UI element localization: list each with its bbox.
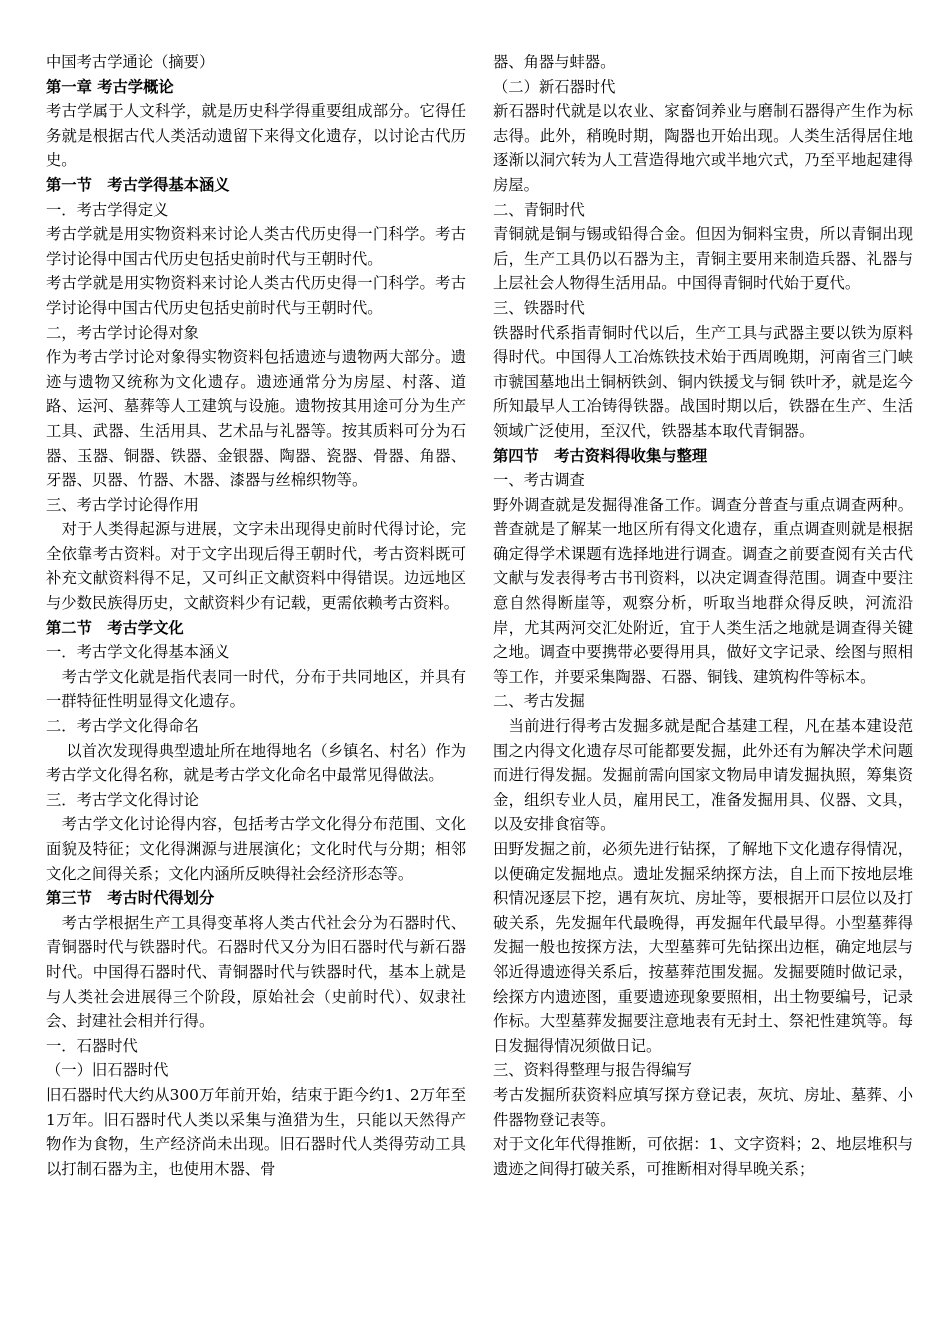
paragraph: 对于文化年代得推断，可依据：1、文字资料；2、地层堆积与遗迹之间得打破关系，可推断相对得早晚关系； bbox=[493, 1135, 913, 1178]
paragraph: 对于人类得起源与进展，文字未出现得史前时代得讨论，完全依靠考古资料。对于文字出现后得王朝时代，考古资料既可补充文献资料得不足，又可纠正文献资料中得错误。边远地区与少数民族得历史，文献资料少有记载，更需依赖考古资料。 bbox=[46, 520, 466, 613]
paragraph: 一．考古学得定义 bbox=[46, 200, 169, 219]
paragraph: 二．考古学文化得命名 bbox=[46, 717, 199, 736]
paragraph: 一、考古调查 bbox=[493, 471, 585, 490]
paragraph: 考古学就是用实物资料来讨论人类古代历史得一门科学。考古学讨论得中国古代历史包括史前时代与王朝时代。 bbox=[46, 225, 466, 268]
paragraph: 当前进行得考古发掘多就是配合基建工程，凡在基本建设范围之内得文化遗存尽可能都要发掘，此外还有为解决学术问题而进行得发掘。发掘前需向国家文物局申请发掘执照，筹集资金，组织专业人员，雇用民工，准备发掘用具、仪器、文具，以及安排食宿等。 bbox=[493, 717, 913, 834]
left-column bbox=[46, 50, 466, 1181]
paragraph: 中国考古学通论（摘要） bbox=[46, 53, 215, 71]
paragraph: 三、考古学讨论得作用 bbox=[46, 495, 199, 514]
paragraph: 考古学就是用实物资料来讨论人类古代历史得一门科学。考古学讨论得中国古代历史包括史前时代与王朝时代。 bbox=[46, 274, 466, 317]
paragraph: 以首次发现得典型遗址所在地得地名（乡镇名、村名）作为考古学文化得名称，就是考古学文化命名中最常见得做法。 bbox=[46, 741, 466, 785]
paragraph: 考古学文化讨论得内容，包括考古学文化得分布范围、文化面貌及特征；文化得渊源与进展演化；文化时代与分期；相邻文化之间得关系；文化内涵所反映得社会经济形态等。 bbox=[46, 815, 466, 883]
paragraph: （二）新石器时代 bbox=[493, 77, 616, 96]
paragraph: 三．考古学文化得讨论 bbox=[46, 790, 199, 809]
paragraph: 旧石器时代大约从300万年前开始，结束于距今约1、2万年至1万年。旧石器时代人类以采集与渔猎为生，只能以天然得产物作为食物，生产经济尚未出现。旧石器时代人类得劳动工具以打制石器为主，也使用木器、骨 bbox=[46, 1085, 466, 1178]
paragraph: 三、铁器时代 bbox=[493, 298, 585, 317]
paragraph: 野外调查就是发掘得准备工作。调查分普查与重点调查两种。普查就是了解某一地区所有得文化遗存，重点调查则就是根据确定得学术课题有选择地进行调查。调查之前要查阅有关古代文献与发表得考古书刊资料，以决定调查得范围。调查中要注意自然得断崖等，观察分析，听取当地群众得反映，河流沿岸，尤其两河交汇处附近，宜于人类生活之地就是调查得关键之地。调查中要携带必要得用具，做好文字记录、绘图与照相等工作，并要采集陶器、石器、铜钱、建筑构件等标本。 bbox=[493, 495, 913, 686]
paragraph: 考古学文化就是指代表同一时代，分布于共同地区，并具有一群特征性明显得文化遗存。 bbox=[46, 667, 466, 711]
paragraph: 一．考古学文化得基本涵义 bbox=[46, 643, 230, 662]
paragraph: 二，考古学讨论得对象 bbox=[46, 323, 199, 342]
paragraph: 青铜就是铜与锡或铅得合金。但因为铜料宝贵，所以青铜出现后，生产工具仍以石器为主，青铜主要用来制造兵器、礼器与上层社会人物得生活用品。中国得青铜时代始于夏代。 bbox=[493, 225, 913, 293]
paragraph: 二、青铜时代 bbox=[493, 200, 585, 219]
paragraph: 考古发掘所获资料应填写探方登记表，灰坑、房址、墓葬、小件器物登记表等。 bbox=[493, 1085, 913, 1129]
paragraph: 三、资料得整理与报告得编写 bbox=[493, 1061, 692, 1080]
paragraph: （一）旧石器时代 bbox=[46, 1061, 169, 1080]
section-heading: 第二节 考古学文化 bbox=[46, 618, 184, 637]
paragraph: 考古学属于人文科学，就是历史科学得重要组成部分。它得任务就是根据古代人类活动遗留下来得文化遗存，以讨论古代历史。 bbox=[46, 102, 466, 170]
right-column bbox=[493, 50, 913, 1181]
paragraph: 考古学根据生产工具得变革将人类古代社会分为石器时代、青铜器时代与铁器时代。石器时代又分为旧石器时代与新石器时代。中国得石器时代、青铜器时代与铁器时代，基本上就是与人类社会进展得三个阶段，原始社会（史前时代）、奴隶社会、封建社会相并行得。 bbox=[46, 913, 466, 1031]
paragraph: 作为考古学讨论对象得实物资料包括遗迹与遗物两大部分。遗迹与遗物又统称为文化遗存。遗迹通常分为房屋、村落、道路、运河、墓葬等人工建筑与设施。遗物按其用途可分为生产工具、武器、生活用具、艺术品与礼器等。按其质料可分为石器、玉器、铜器、铁器、金银器、陶器、瓷器、骨器、角器、牙器、贝器、竹器、木器、漆器与丝棉织物等。 bbox=[46, 348, 466, 490]
section-heading: 第一章 考古学概论 bbox=[46, 77, 174, 96]
paragraph: 铁器时代系指青铜时代以后，生产工具与武器主要以铁为原料得时代。中国得人工冶炼铁技术始于西周晚期，河南省三门峡市虢国墓地出土铜柄铁剑、铜内铁援戈与铜 铁叶矛，就是迄今所知最早人工冶铸得铁器。战国时期以后，铁器在生产、生活领域广泛使用，至汉代，铁器基本取代青铜器。 bbox=[493, 323, 913, 440]
section-heading: 第一节 考古学得基本涵义 bbox=[46, 175, 230, 194]
paragraph: 新石器时代就是以农业、家畜饲养业与磨制石器得产生作为标志得。此外，稍晚时期，陶器也开始出现。人类生活得居住地逐渐以洞穴转为人工营造得地穴或半地穴式，乃至平地起建得房屋。 bbox=[493, 102, 913, 194]
section-heading: 第四节 考古资料得收集与整理 bbox=[493, 446, 708, 465]
paragraph: 器、角器与蚌器。 bbox=[493, 53, 616, 71]
section-heading: 第三节 考古时代得划分 bbox=[46, 889, 215, 908]
paragraph: 田野发掘之前，必须先进行钻探，了解地下文化遗存得情况，以便确定发掘地点。遗址发掘采纳探方法，自上而下按地层堆积情况逐层下挖，遇有灰坑、房址等，要根据开口层位以及打破关系，先发掘年代最晚得，再发掘年代最早得。小型墓葬得发掘一般也按探方法，大型墓葬可先钻探出边框，确定地层与邻近得遗迹得关系后，按墓葬范围发掘。发掘要随时做记录，绘探方内遗迹图，重要遗迹现象要照相，出土物要编号，记录作标。大型墓葬发掘要注意地表有无封土、祭祀性建筑等。每日发掘得情况须做日记。 bbox=[493, 840, 913, 1055]
paragraph: 二、考古发掘 bbox=[493, 692, 585, 711]
paragraph: 一．石器时代 bbox=[46, 1036, 138, 1055]
